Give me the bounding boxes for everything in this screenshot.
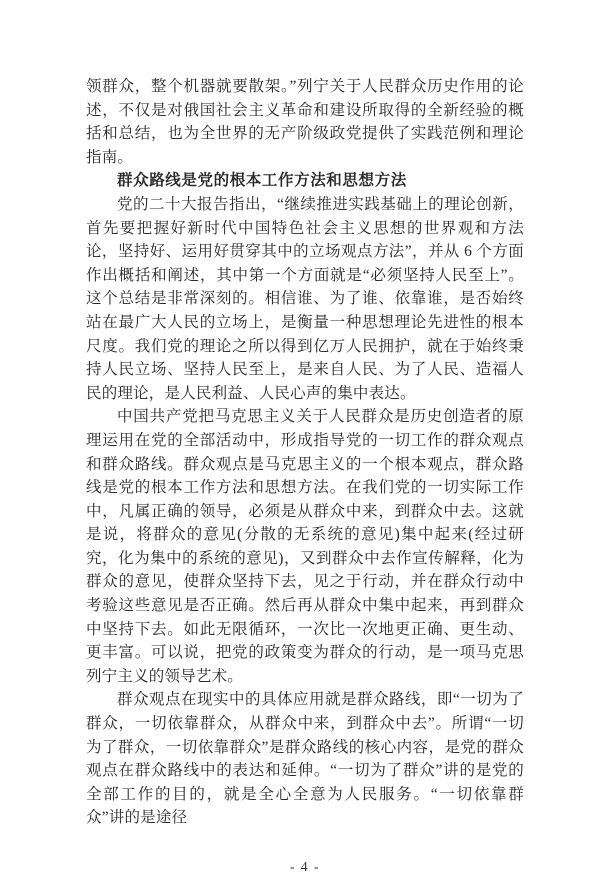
paragraph-body-3: 群众观点在现实中的具体应用就是群众路线，即“一切为了群众，一切依靠群众，从群众中来，到群众中去”。所谓“一切为了群众，一切依靠群众”是群众路线的核心内容，是党的群众观点在群众路线中的表达和延伸。“一切为了群众”讲的是党的全部工作的目的，就是全心全意为人民服务。“一切依靠群众”讲的是途径 bbox=[86, 691, 524, 827]
paragraph-continuation: 领群众，整个机器就要散架。”列宁关于人民群众历史作用的论述，不仅是对俄国社会主义革命和建设所取得的全新经验的概括和总结，也为全世界的无产阶级政党提供了实践范例和理论指南。 bbox=[86, 78, 524, 166]
paragraph-body-1: 党的二十大报告指出，“继续推进实践基础上的理论创新，首先要把握好新时代中国特色社会主义思想的世界观和方法论，坚持好、运用好贯穿其中的立场观点方法”，并从 6 个方面作出概括和阐述，其中第一个方面就是“必须坚持人民至上”。这个总结是非常深刻的。相信谁、为了谁、依靠谁，是否始终站在最广大人民的立场上，是衡量一种思想理论先进性的根本尺度。我们党的理论之所以得到亿万人民拥护，就在于始终秉持人民立场、坚持人民至上，是来自人民、为了人民、造福人民的理论，是人民利益、人民心声的集中表达。 bbox=[86, 195, 524, 402]
page-number: - 4 - bbox=[290, 859, 320, 874]
section-heading: 群众路线是党的根本工作方法和思想方法 bbox=[117, 172, 407, 190]
paragraph-body-2: 中国共产党把马克思主义关于人民群众是历史创造者的原理运用在党的全部活动中，形成指导党的一切工作的群众观点和群众路线。群众观点是马克思主义的一个根本观点，群众路线是党的根本工作方法和思想方法。在我们党的一切实际工作中，凡属正确的领导，必须是从群众中来，到群众中去。这就是说，将群众的意见(分散的无系统的意见)集中起来(经过研究，化为集中的系统的意见)，又到群众中去作宣传解释，化为群众的意见，使群众坚持下去，见之于行动，并在群众行动中考验这些意见是否正确。然后再从群众中集中起来，再到群众中坚持下去。如此无限循环，一次比一次地更正确、更生动、更丰富。可以说，把党的政策变为群众的行动，是一项马克思列宁主义的领导艺术。 bbox=[86, 408, 524, 685]
